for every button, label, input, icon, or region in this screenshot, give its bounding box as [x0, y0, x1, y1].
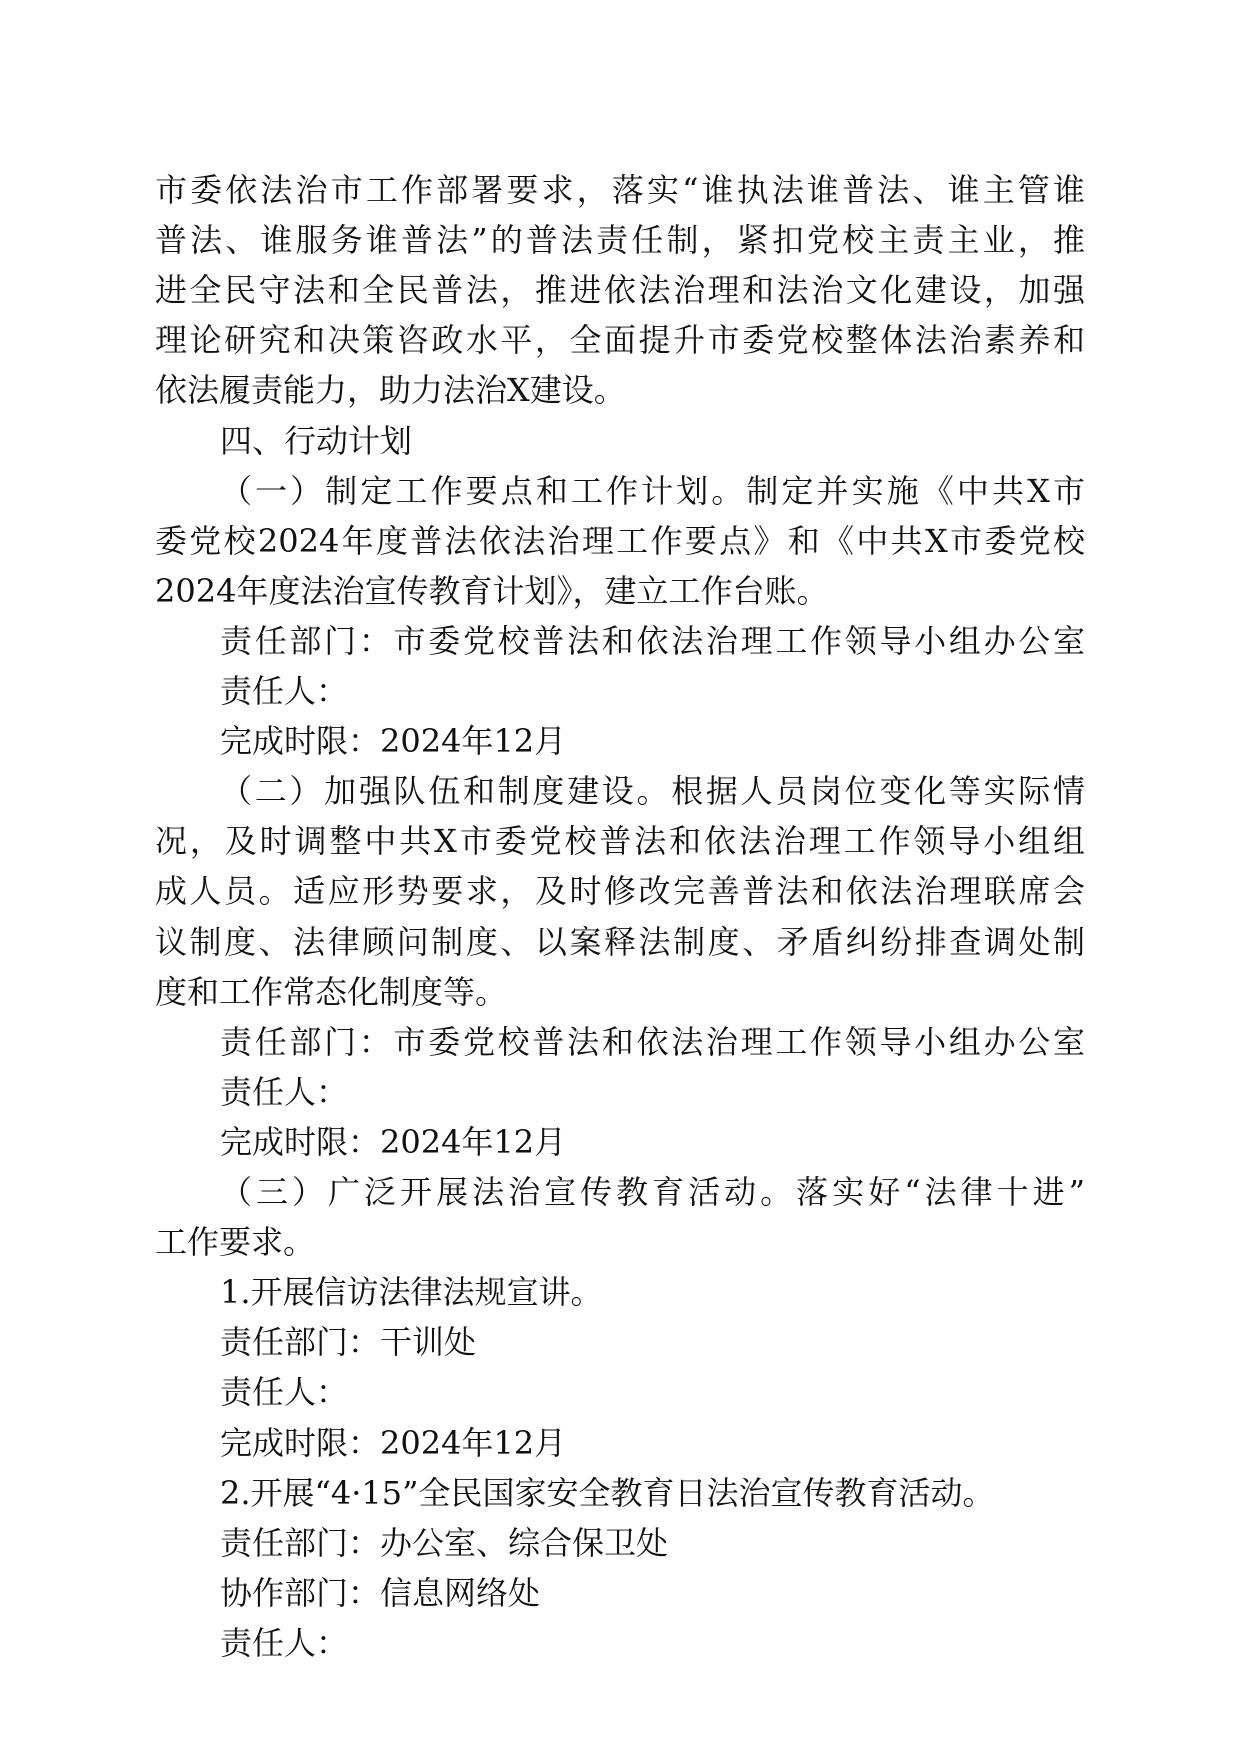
text-line: 理论研究和决策咨政水平，全面提升市委党校整体法治素养和 [155, 321, 1085, 360]
text-line: 普法、谁服务谁普法”的普法责任制，紧扣党校主责主业，推 [155, 221, 1085, 260]
text-line: 议制度、法律顾问制度、以案释法制度、矛盾纠纷排查调处制 [155, 922, 1085, 961]
text-line: （二）加强队伍和制度建设。根据人员岗位变化等实际情 [220, 772, 1085, 811]
text-line: 成人员。适应形势要求，及时修改完善普法和依法治理联席会 [155, 872, 1085, 911]
text-line: 2.开展“4·15”全民国家安全教育日法治宣传教育活动。 [220, 1473, 995, 1512]
text-line: 况，及时调整中共X市委党校普法和依法治理工作领导小组组 [155, 822, 1085, 861]
text-line: 责任部门：市委党校普法和依法治理工作领导小组办公室 [220, 621, 1085, 660]
text-line: 度和工作常态化制度等。 [155, 972, 508, 1011]
section-heading: 四、行动计划 [220, 421, 413, 460]
text-line: 完成时限：2024年12月 [220, 722, 567, 761]
text-line: 责任人： [220, 1072, 349, 1111]
text-line: （三）广泛开展法治宣传教育活动。落实好“法律十进” [220, 1173, 1085, 1211]
text-line: 责任部门：干训处 [220, 1323, 477, 1362]
text-line: （一）制定工作要点和工作计划。制定并实施《中共X市 [220, 471, 1085, 510]
text-line: 完成时限：2024年12月 [220, 1423, 567, 1462]
text-line: 责任人： [220, 1373, 349, 1412]
text-line: 责任部门：市委党校普法和依法治理工作领导小组办公室 [220, 1022, 1085, 1061]
text-line: 完成时限：2024年12月 [220, 1122, 567, 1161]
text-line: 委党校2024年度普法依法治理工作要点》和《中共X市委党校 [155, 521, 1085, 560]
text-line: 市委依法治市工作部署要求，落实“谁执法谁普法、谁主管谁 [155, 171, 1085, 209]
text-line: 责任部门：办公室、综合保卫处 [220, 1523, 669, 1562]
text-line: 责任人： [220, 672, 349, 710]
text-line: 进全民守法和全民普法，推进依法治理和法治文化建设，加强 [155, 271, 1085, 310]
text-line: 工作要求。 [155, 1223, 316, 1262]
text-line: 2024年度法治宣传教育计划》，建立工作台账。 [155, 571, 829, 610]
text-line: 1.开展信访法律法规宣讲。 [220, 1273, 603, 1312]
text-line: 责任人： [220, 1623, 349, 1662]
text-line: 协作部门：信息网络处 [220, 1573, 541, 1612]
text-line: 依法履责能力，助力法治X建设。 [155, 371, 626, 410]
